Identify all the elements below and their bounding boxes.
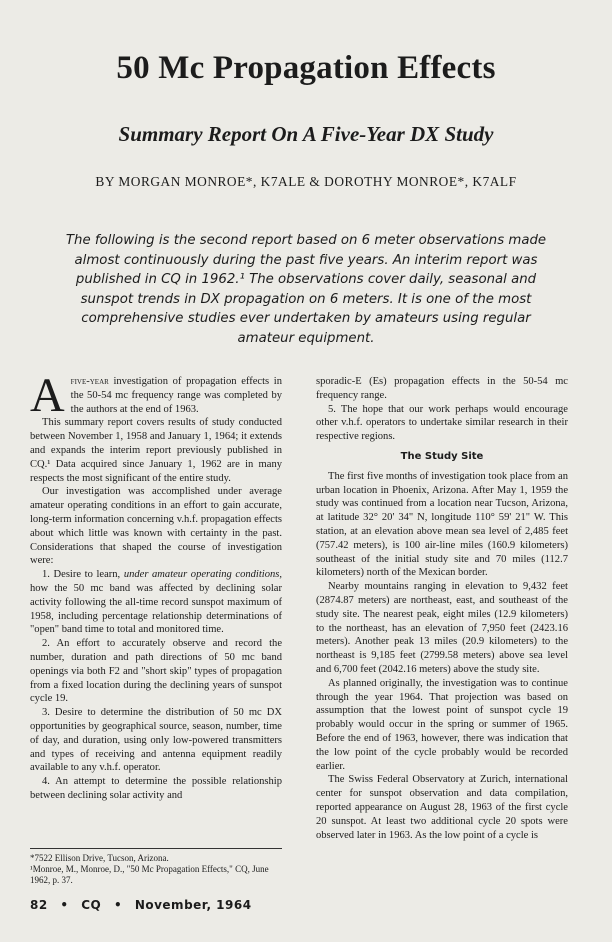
article-intro: The following is the second report based on 6 meter observations made almost continuously during the past five years. An interim report was published in CQ in 1962.¹ The observations cover daily, seasonal and sunspot trends in DX propagation on 6 meters. It is one of the most comprehensive studies ever undertaken by amateurs using regular amateur equipment. xyxy=(65,233,547,346)
list-item-1: 1. Desire to learn, under amateur operating conditions, how the 50 mc band was affected by declining solar activity following the all-time record sunspot maximum of 1958, including percentage relationship determinations of "open" band time to total and monitored time. xyxy=(30,569,283,636)
opening-text: investigation of propagation effects in the 50-54 mc frequency range was completed by the authors at the end of 1963. xyxy=(70,376,282,415)
right-column xyxy=(316,375,568,842)
drop-cap: A xyxy=(30,369,65,422)
paragraph-mountains: Nearby mountains ranging in elevation to 9,432 feet (2874.87 meters) are northeast, east, and southeast of the study site. The nearest peak, eight miles (12.9 kilometers) to the northeast, has an elevation of 7,950 feet (2423.16 meters). Another peak 13 miles (20.9 kilometers) to the northeast is 9,185 feet (2799.58 meters) above sea level and 6,700 feet (2042.16 meters) above the study site. xyxy=(316,581,568,675)
issue-date: November, 1964 xyxy=(134,898,252,912)
page-number: 82 xyxy=(30,898,48,912)
opening-paragraph xyxy=(30,369,282,422)
footer-bullet: • xyxy=(60,898,69,912)
paragraph-observatory: The Swiss Federal Observatory at Zurich, international center for sunspot observation and data compilation, reported appearance on August 28, 1963 of the first cycle 20 sunspot. At least two additional cycle 20 spots were observed later in 1963. As the low point of a cycle is xyxy=(316,774,568,841)
list-item-4: 4. An attempt to determine the possible relationship between declining solar activity and xyxy=(30,776,282,801)
article-subtitle: Summary Report On A Five-Year DX Study xyxy=(118,122,494,146)
footnote-reference: ¹Monroe, M., Monroe, D., "50 Mc Propagation Effects," CQ, June 1962, p. 37. xyxy=(30,864,269,885)
footnotes xyxy=(30,848,282,886)
paragraph-summary: This summary report covers results of study conducted between November 1, 1958 and January 1, 1964; it extends and expands the interim report previously published in CQ.¹ Data acquired since January 1, 1962 are in many respects the most significant of the entire study. xyxy=(30,417,282,484)
left-column xyxy=(30,369,283,803)
footnote-address: *7522 Ellison Drive, Tucson, Arizona. xyxy=(30,853,169,863)
list-item-3: 3. Desire to determine the distribution of 50 mc DX opportunities by geographical source, season, number, time of day, and duration, using only low-powered transmitters and types of receiving and antenna equipment readily available to any v.h.f. operator. xyxy=(30,707,282,774)
article-title: 50 Mc Propagation Effects xyxy=(116,50,496,86)
paragraph-study-site: The first five months of investigation took place from an urban location in Phoenix, Arizona. After May 1, 1959 the study was continued from a location near Tucson, Arizona, at latitude 32° 20' 34" N, longitude 110° 59' 21" W. This station, at an elevation above mean sea level of 2,485 feet (757.42 meters), is 100 air-line miles (160.9 kilometers) southeast of the initial study site and 70 miles (112.7 kilometers) north of the Mexican border. xyxy=(316,470,568,579)
magazine-name: CQ xyxy=(81,898,102,912)
article-byline: BY MORGAN MONROE*, K7ALE & DOROTHY MONROE*, K7ALF xyxy=(95,174,517,189)
list-item-5: 5. The hope that our work perhaps would encourage other v.h.f. operators to undertake similar research in their respective regions. xyxy=(316,403,568,443)
paragraph-plan: As planned originally, the investigation was to continue through the year 1964. That projection was based on assumption that the lowest point of sunspot cycle 19 probably would occur in the spring or summer of 1965. Before the end of 1963, however, there was indication that the low point of the cycle probably would be recorded earlier. xyxy=(316,677,568,772)
footer-bullet: • xyxy=(113,898,123,912)
paragraph-investigation: Our investigation was accomplished under average amateur operating conditions in an effort to gain accurate, long-term information concerning v.h.f. propagation effects about which little was known with certainty in the past. Considerations that shaped the course of investigation were: xyxy=(30,486,282,567)
list-item-2: 2. An effort to accurately observe and record the number, duration and path directions of 50 mc band openings via both F2 and "short skip" types of propagation from a fixed location during the declining years of sunspot cycle 19. xyxy=(30,638,282,705)
paragraph-continuation: sporadic-E (Es) propagation effects in the 50-54 mc frequency range. xyxy=(316,376,568,401)
footnote-rule xyxy=(30,848,282,849)
section-heading-study-site: The Study Site xyxy=(400,450,484,462)
page-footer xyxy=(30,898,260,912)
opening-smallcaps: five-year xyxy=(70,376,109,387)
